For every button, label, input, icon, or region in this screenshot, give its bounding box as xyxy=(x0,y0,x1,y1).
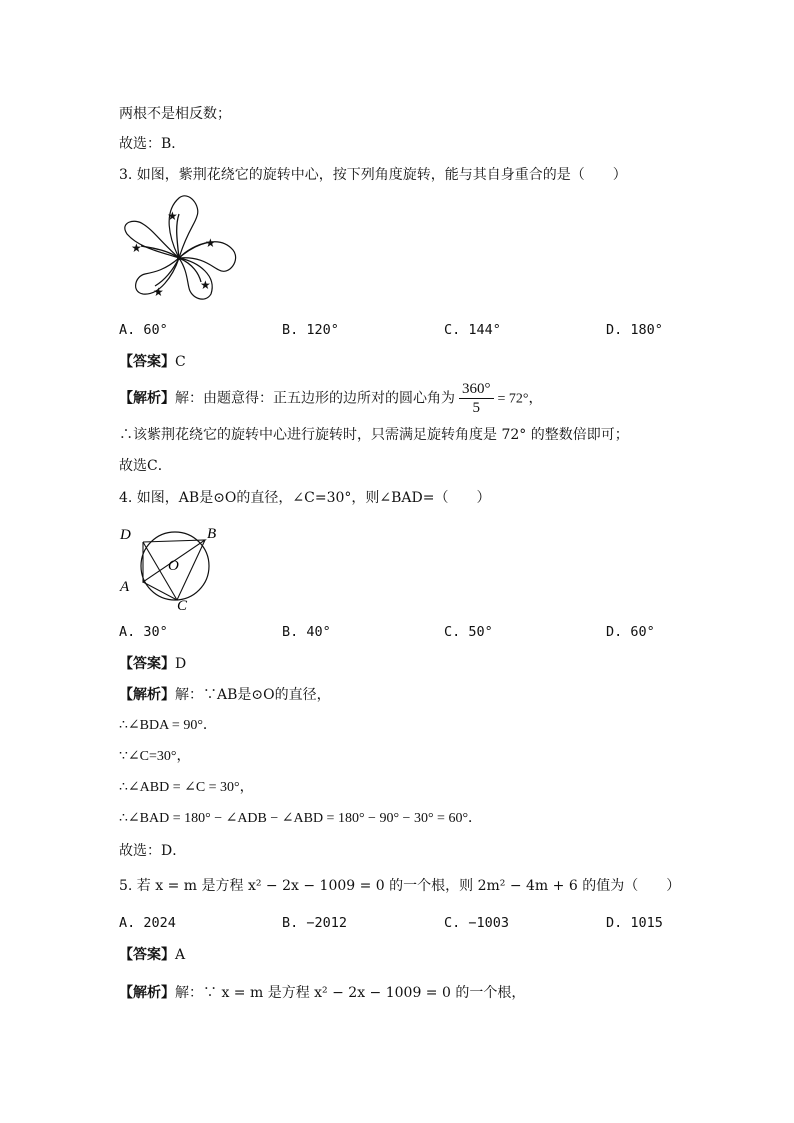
text-line: 故选：D． xyxy=(119,843,187,859)
answer-tag: 【答案】 xyxy=(119,947,175,963)
explanation-tag: 【解析】 xyxy=(119,390,175,407)
option-a: A. 60° xyxy=(119,322,168,338)
circle-figure xyxy=(117,520,223,612)
question-5: 5. 若 x = m 是方程 x² − 2x − 1009 = 0 的一个根，则 2m² − 4m + 6 的值为（ ） xyxy=(119,878,681,894)
explanation-tag: 【解析】 xyxy=(119,687,175,703)
step-line: ∴∠BAD = 180° − ∠ADB − ∠ABD = 180° − 90° − 30° = 60°． xyxy=(119,811,483,826)
label-d: D xyxy=(120,527,131,543)
option-b: B. 40° xyxy=(282,624,331,640)
question-3: 3. 如图，紫荆花绕它的旋转中心，按下列角度旋转，能与其自身重合的是（ ） xyxy=(119,167,627,183)
fraction-numerator: 360° xyxy=(459,380,494,399)
answer-line xyxy=(119,654,186,674)
text-line: 故选：B． xyxy=(119,136,186,152)
option-d: D. 180° xyxy=(606,322,663,338)
explanation-text: 解：∵AB是⊙O的直径， xyxy=(175,687,331,703)
svg-text:★: ★ xyxy=(205,236,216,250)
explanation-line xyxy=(119,380,543,418)
label-o: O xyxy=(168,558,179,574)
answer-tag: 【答案】 xyxy=(119,354,175,370)
answer-value: C xyxy=(175,354,186,370)
label-c: C xyxy=(177,598,188,612)
option-c: C. 50° xyxy=(444,624,493,640)
explanation-tag: 【解析】 xyxy=(119,985,175,1001)
step-line: ∴∠ABD = ∠C = 30°， xyxy=(119,780,254,795)
answer-tag: 【答案】 xyxy=(119,656,175,672)
answer-value: D xyxy=(175,656,187,672)
text-line: ∴该紫荆花绕它的旋转中心进行旋转时，只需满足旋转角度是 72° 的整数倍即可； xyxy=(119,427,629,443)
option-d: D. 1015 xyxy=(606,915,663,931)
option-c: C. −1003 xyxy=(444,915,510,931)
text-line: 两根不是相反数； xyxy=(119,106,231,122)
svg-text:★: ★ xyxy=(167,209,178,223)
fraction-denominator: 5 xyxy=(472,400,480,416)
step-line: ∴∠BDA = 90°． xyxy=(119,718,217,733)
explanation-text: 解：∵ x = m 是方程 x² − 2x − 1009 = 0 的一个根， xyxy=(175,985,526,1001)
explanation-text: 解：由题意得：正五边形的边所对的圆心角为 xyxy=(175,390,455,407)
question-4: 4. 如图，AB是⊙O的直径，∠C=30°，则∠BAD=（ ） xyxy=(119,490,491,506)
explanation-line xyxy=(119,983,525,1003)
bauhinia-figure xyxy=(117,190,249,308)
option-b: B. −2012 xyxy=(282,915,348,931)
svg-text:★: ★ xyxy=(131,241,142,255)
label-b: B xyxy=(207,526,217,542)
option-b: B. 120° xyxy=(282,322,339,338)
explanation-text: = 72°， xyxy=(497,391,543,407)
label-a: A xyxy=(120,579,130,595)
fraction xyxy=(459,380,494,417)
svg-text:★: ★ xyxy=(200,278,211,292)
answer-line xyxy=(119,945,185,965)
option-a: A. 30° xyxy=(119,624,168,640)
option-c: C. 144° xyxy=(444,322,501,338)
answer-line xyxy=(119,352,186,372)
explanation-line xyxy=(119,685,331,705)
option-d: D. 60° xyxy=(606,624,655,640)
svg-text:★: ★ xyxy=(153,285,164,299)
step-line: ∵∠C=30°， xyxy=(119,749,191,764)
option-a: A. 2024 xyxy=(119,915,176,931)
text-line: 故选C． xyxy=(119,458,172,474)
answer-value: A xyxy=(175,947,186,963)
